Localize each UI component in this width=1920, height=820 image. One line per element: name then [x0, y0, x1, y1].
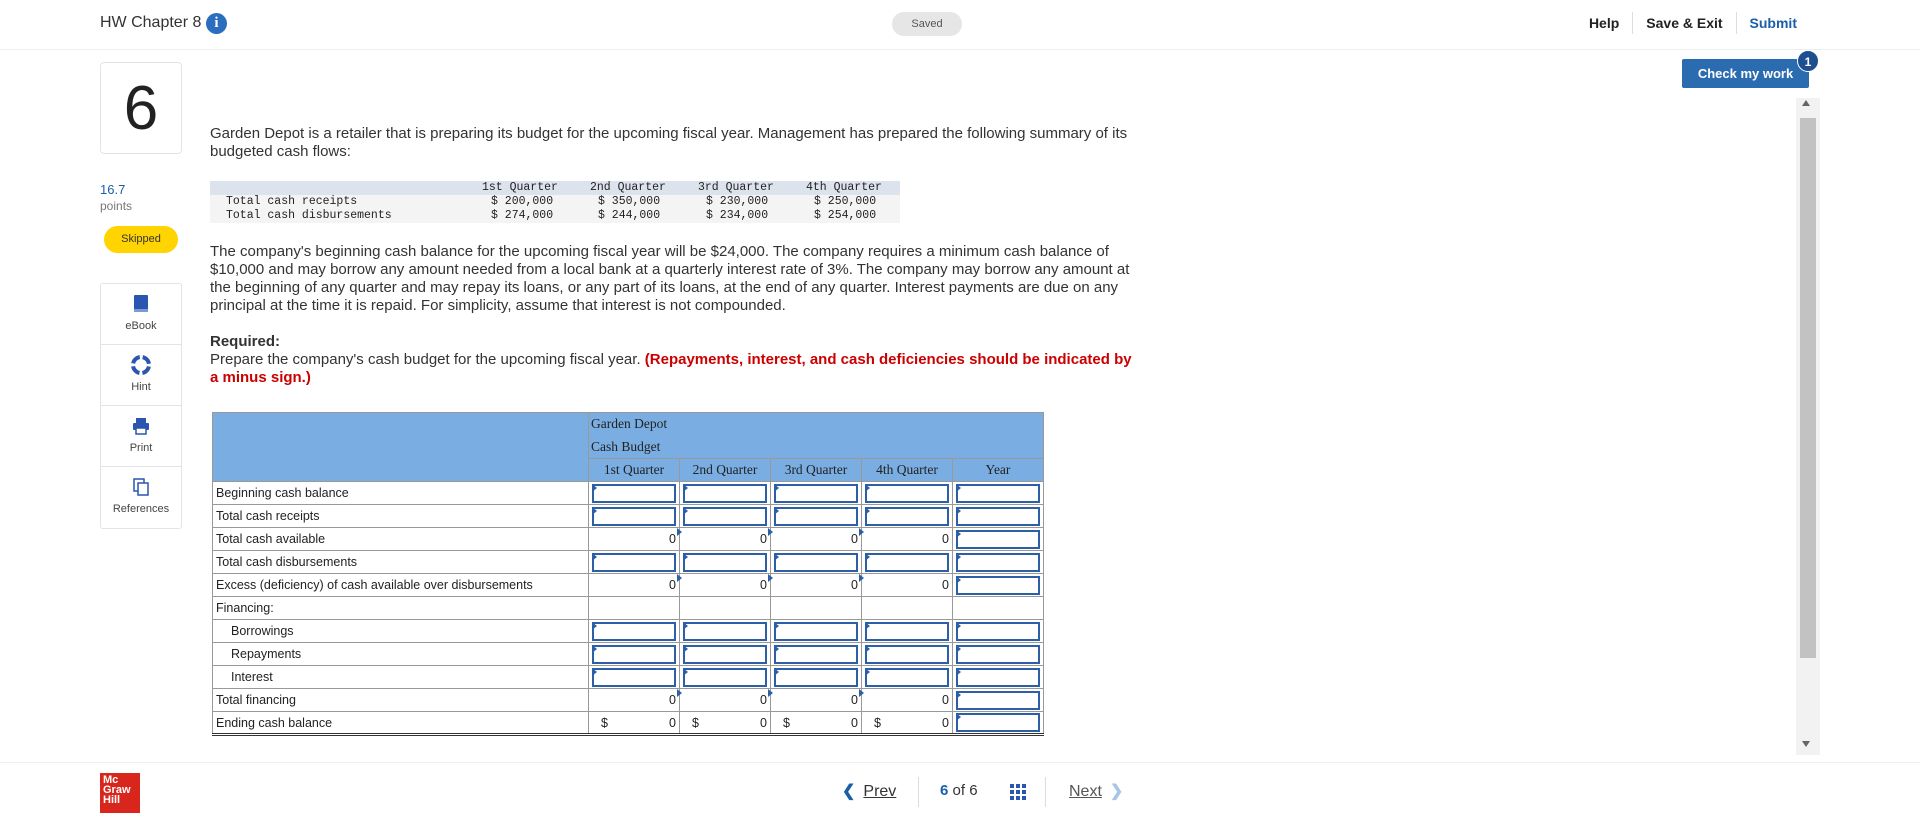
info-icon[interactable]: i — [206, 13, 227, 34]
disbursements-q3-input[interactable] — [774, 553, 858, 572]
required-label: Required: — [210, 333, 281, 350]
column-header: 2nd Quarter — [680, 459, 771, 482]
beginning-q1-input[interactable] — [592, 484, 676, 503]
borrowings-q2-input[interactable] — [683, 622, 767, 641]
references-label: References — [112, 503, 170, 515]
summary-cell: $ 274,000 — [491, 209, 554, 222]
summary-cell: $ 250,000 — [814, 195, 877, 208]
table-row — [213, 528, 1044, 551]
ending-q4-cell — [862, 712, 953, 735]
dollar-sign: $ — [783, 716, 790, 730]
repayments-year-input[interactable] — [956, 645, 1040, 664]
summary-cell: $ 200,000 — [491, 195, 554, 208]
grid-icon[interactable] — [1010, 784, 1026, 800]
summary-row-label: Total cash receipts — [226, 195, 358, 208]
excess-q3-value: 0 — [771, 574, 862, 597]
copy-icon — [131, 477, 151, 497]
ending-q2-cell — [680, 712, 771, 735]
available-q1-value: 0 — [589, 528, 680, 551]
save-exit-link[interactable]: Save & Exit — [1646, 15, 1723, 31]
help-link[interactable]: Help — [1588, 15, 1620, 31]
ending-q1-value: 0 — [669, 715, 676, 730]
column-header: Year — [953, 459, 1044, 482]
lifebuoy-icon — [131, 355, 151, 375]
next-label: Next — [1069, 783, 1102, 800]
available-q4-value: 0 — [862, 528, 953, 551]
book-icon — [131, 294, 151, 314]
beginning-q4-input[interactable] — [865, 484, 949, 503]
table-row — [213, 597, 1044, 620]
table-row — [213, 643, 1044, 666]
disbursements-year-input[interactable] — [956, 553, 1040, 572]
table-row — [213, 620, 1044, 643]
row-label: Excess (deficiency) of cash available over disbursements — [213, 574, 589, 597]
submit-link[interactable]: Submit — [1749, 15, 1797, 31]
interest-q3-input[interactable] — [774, 668, 858, 687]
interest-q1-input[interactable] — [592, 668, 676, 687]
empty-cell — [589, 597, 680, 620]
current-page: 6 — [940, 782, 949, 799]
excess-q4-value: 0 — [862, 574, 953, 597]
summary-table — [210, 181, 900, 225]
row-label: Total cash disbursements — [213, 551, 589, 574]
row-label: Ending cash balance — [213, 712, 589, 735]
available-q3-value: 0 — [771, 528, 862, 551]
print-label: Print — [129, 442, 153, 454]
summary-cell: $ 254,000 — [814, 209, 877, 222]
printer-icon — [131, 416, 151, 436]
assignment-title: HW Chapter 8 — [100, 14, 202, 31]
empty-cell — [953, 597, 1044, 620]
column-header: 1st Quarter — [589, 459, 680, 482]
row-label: Repayments — [213, 643, 589, 666]
column-header: 3rd Quarter — [771, 459, 862, 482]
disbursements-q1-input[interactable] — [592, 553, 676, 572]
ending-q4-value: 0 — [942, 715, 949, 730]
print-button[interactable] — [101, 406, 181, 467]
empty-cell — [862, 597, 953, 620]
table-title-row — [213, 413, 1044, 436]
summary-header: 2nd Quarter — [590, 181, 666, 194]
summary-cell: $ 234,000 — [706, 209, 769, 222]
available-year-input[interactable] — [956, 530, 1040, 549]
page-indicator — [940, 782, 978, 799]
summary-header-row — [210, 181, 900, 195]
repayments-q3-input[interactable] — [774, 645, 858, 664]
prev-button[interactable] — [842, 781, 896, 801]
ending-q2-value: 0 — [760, 715, 767, 730]
financing-year-input[interactable] — [956, 691, 1040, 710]
interest-q2-input[interactable] — [683, 668, 767, 687]
summary-header: 3rd Quarter — [698, 181, 774, 194]
empty-cell — [771, 597, 862, 620]
excess-year-input[interactable] — [956, 576, 1040, 595]
row-label: Financing: — [213, 597, 589, 620]
chevron-left-icon: ❮ — [842, 783, 856, 800]
beginning-q2-input[interactable] — [683, 484, 767, 503]
borrowings-year-input[interactable] — [956, 622, 1040, 641]
ebook-label: eBook — [125, 320, 157, 332]
divider — [918, 777, 919, 807]
available-q2-value: 0 — [680, 528, 771, 551]
table-row — [213, 574, 1044, 597]
row-label: Total cash receipts — [213, 505, 589, 528]
empty-cell — [680, 597, 771, 620]
ending-q3-cell — [771, 712, 862, 735]
disbursements-q4-input[interactable] — [865, 553, 949, 572]
row-label: Total financing — [213, 689, 589, 712]
receipts-q1-input[interactable] — [592, 507, 676, 526]
table-row — [213, 689, 1044, 712]
borrowings-q4-input[interactable] — [865, 622, 949, 641]
table-row — [213, 666, 1044, 689]
receipts-year-input[interactable] — [956, 507, 1040, 526]
question-number: 6 — [100, 62, 182, 154]
disbursements-q2-input[interactable] — [683, 553, 767, 572]
row-label: Interest — [213, 666, 589, 689]
budget-title: Cash Budget — [589, 436, 1044, 459]
hint-button[interactable] — [101, 345, 181, 406]
interest-year-input[interactable] — [956, 668, 1040, 687]
summary-cell: $ 350,000 — [598, 195, 661, 208]
required-text: Prepare the company's cash budget for the upcoming fiscal year. — [210, 351, 641, 368]
summary-header: 4th Quarter — [806, 181, 882, 194]
summary-cell: $ 244,000 — [598, 209, 661, 222]
points-label: points — [100, 199, 133, 213]
borrowings-q3-input[interactable] — [774, 622, 858, 641]
saved-status-badge: Saved — [892, 12, 962, 36]
repayments-q4-input[interactable] — [865, 645, 949, 664]
check-my-work-button[interactable]: Check my work — [1682, 59, 1809, 88]
summary-row-label: Total cash disbursements — [226, 209, 392, 222]
financing-q3-value: 0 — [771, 689, 862, 712]
ending-year-input[interactable] — [956, 713, 1040, 732]
next-button[interactable] — [1069, 781, 1123, 801]
financing-q4-value: 0 — [862, 689, 953, 712]
excess-q2-value: 0 — [680, 574, 771, 597]
ebook-button[interactable] — [101, 284, 181, 345]
mcgraw-hill-logo: Mc Graw Hill — [100, 773, 140, 813]
ending-q1-cell — [589, 712, 680, 735]
summary-cell: $ 230,000 — [706, 195, 769, 208]
header-blank — [213, 413, 589, 482]
top-nav — [1576, 15, 1810, 34]
dollar-sign: $ — [874, 716, 881, 730]
row-label: Total cash available — [213, 528, 589, 551]
points-value: 16.7 — [100, 182, 126, 197]
required-note: (Repayments, interest, and cash deficiencies should be indicated by a minus sign.) — [210, 351, 1132, 386]
receipts-q4-input[interactable] — [865, 507, 949, 526]
references-button[interactable] — [101, 467, 181, 528]
check-attempts-badge: 1 — [1797, 50, 1819, 72]
ending-q3-value: 0 — [851, 715, 858, 730]
cash-budget-table — [212, 412, 1044, 736]
status-badge: Skipped — [104, 226, 178, 253]
repayments-q2-input[interactable] — [683, 645, 767, 664]
question-intro: Garden Depot is a retailer that is preparing its budget for the upcoming fiscal year. Management has prepared the following summary of its budgeted cash flows: — [210, 125, 1128, 160]
table-row — [213, 505, 1044, 528]
row-label: Borrowings — [213, 620, 589, 643]
summary-row — [210, 209, 900, 223]
financing-q2-value: 0 — [680, 689, 771, 712]
required-section — [210, 333, 1140, 387]
prev-label: Prev — [863, 783, 897, 800]
total-pages: of 6 — [952, 782, 978, 799]
repayments-q1-input[interactable] — [592, 645, 676, 664]
table-row — [213, 712, 1044, 735]
column-header: 4th Quarter — [862, 459, 953, 482]
tools-panel — [100, 283, 182, 529]
chevron-right-icon: ❯ — [1109, 783, 1124, 800]
receipts-q2-input[interactable] — [683, 507, 767, 526]
question-paragraph: The company's beginning cash balance for the upcoming fiscal year will be $24,000. The company requires a minimum cash balance of $10,000 and may borrow any amount needed from a local bank at a quarterly interest rate of 3%. The company may borrow any amount at the beginning of any quarter and may repay its loans, or any part of its loans, at the end of any quarter. Interest payments are due on any principal at the time it is repaid. For simplicity, assume that interest is not compounded. — [210, 243, 1130, 314]
beginning-year-input[interactable] — [956, 484, 1040, 503]
scroll-down-icon[interactable] — [1802, 741, 1810, 747]
top-bar — [0, 0, 1920, 50]
receipts-q3-input[interactable] — [774, 507, 858, 526]
borrowings-q1-input[interactable] — [592, 622, 676, 641]
financing-q1-value: 0 — [589, 689, 680, 712]
scroll-up-icon[interactable] — [1802, 100, 1810, 106]
summary-row — [210, 195, 900, 209]
company-name: Garden Depot — [589, 413, 1044, 436]
scrollbar-thumb[interactable] — [1800, 118, 1816, 658]
hint-label: Hint — [131, 381, 151, 393]
excess-q1-value: 0 — [589, 574, 680, 597]
table-row — [213, 482, 1044, 505]
table-row — [213, 551, 1044, 574]
row-label: Beginning cash balance — [213, 482, 589, 505]
divider — [1045, 777, 1046, 807]
summary-header: 1st Quarter — [482, 181, 558, 194]
dollar-sign: $ — [601, 716, 608, 730]
dollar-sign: $ — [692, 716, 699, 730]
interest-q4-input[interactable] — [865, 668, 949, 687]
beginning-q3-input[interactable] — [774, 484, 858, 503]
